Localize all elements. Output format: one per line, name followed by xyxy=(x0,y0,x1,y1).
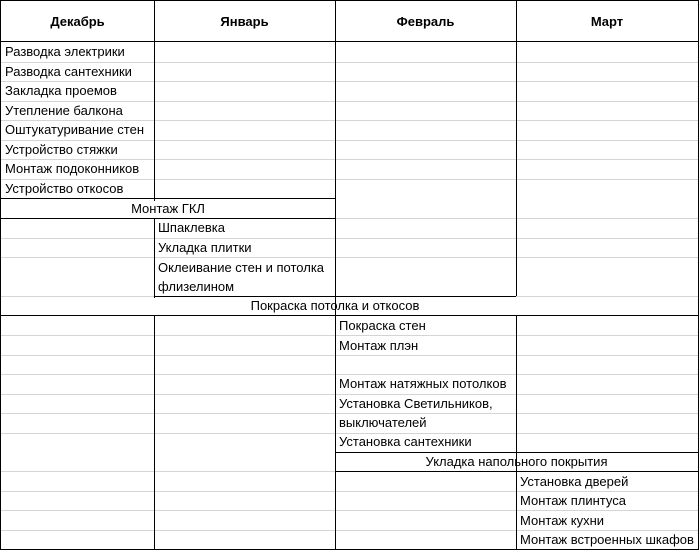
header-february: Февраль xyxy=(396,14,455,29)
grid-line xyxy=(0,413,699,414)
header-january: Январь xyxy=(220,14,269,29)
task-cell: Покраска стен xyxy=(339,318,426,333)
border-line xyxy=(335,471,699,472)
task-cell: Монтаж подоконников xyxy=(5,161,140,176)
task-cell: Установка Светильников, xyxy=(339,396,493,411)
grid-line xyxy=(0,101,699,102)
task-cell: Монтаж натяжных потолков xyxy=(339,376,507,391)
task-cell: Разводка сантехники xyxy=(5,64,132,79)
task-cell: флизелином xyxy=(158,279,235,294)
border-line xyxy=(0,549,699,550)
task-cell: Монтаж встроенных шкафов xyxy=(520,532,694,547)
border-line xyxy=(335,452,699,453)
header-december: Декабрь xyxy=(50,14,105,29)
task-cell: Установка дверей xyxy=(520,474,629,489)
grid-line xyxy=(0,374,699,375)
grid-line xyxy=(0,140,699,141)
task-cell: Укладка плитки xyxy=(158,240,252,255)
border-line xyxy=(0,218,335,219)
border-line xyxy=(154,296,516,297)
grid-line xyxy=(0,257,699,258)
task-cell: Установка сантехники xyxy=(339,434,472,449)
task-cell: Оштукатуривание стен xyxy=(5,122,144,137)
task-cell: Устройство откосов xyxy=(5,181,124,196)
border-line xyxy=(154,0,155,201)
border-line xyxy=(516,0,517,296)
task-cell: Оклеивание стен и потолка xyxy=(158,260,325,275)
task-cell: Устройство стяжки xyxy=(5,142,118,157)
header-march: Март xyxy=(590,14,624,29)
border-line xyxy=(0,198,335,199)
task-cell: Разводка электрики xyxy=(5,44,125,59)
grid-line xyxy=(0,238,699,239)
grid-line xyxy=(0,510,699,511)
grid-line xyxy=(0,62,699,63)
grid-line xyxy=(0,530,699,531)
border-line xyxy=(154,315,155,550)
task-cell: Шпаклевка xyxy=(158,220,225,235)
span-floor: Укладка напольного покрытия xyxy=(425,454,608,469)
grid-line xyxy=(0,355,699,356)
grid-line xyxy=(0,81,699,82)
border-line xyxy=(0,315,699,316)
grid-line xyxy=(0,394,699,395)
grid-line xyxy=(0,159,699,160)
grid-line xyxy=(0,335,699,336)
span-paint: Покраска потолка и откосов xyxy=(250,298,420,313)
task-cell: Монтаж плинтуса xyxy=(520,493,626,508)
task-cell: выключателей xyxy=(339,415,427,430)
task-cell: Закладка проемов xyxy=(5,83,117,98)
task-cell: Монтаж плэн xyxy=(339,338,419,353)
task-cell: Монтаж кухни xyxy=(520,513,605,528)
grid-line xyxy=(0,491,699,492)
border-line xyxy=(698,0,699,550)
span-gkl: Монтаж ГКЛ xyxy=(131,201,205,216)
grid-line xyxy=(0,120,699,121)
task-cell: Утепление балкона xyxy=(5,103,123,118)
border-line xyxy=(0,41,699,42)
grid-line xyxy=(0,179,699,180)
border-line xyxy=(0,0,699,1)
